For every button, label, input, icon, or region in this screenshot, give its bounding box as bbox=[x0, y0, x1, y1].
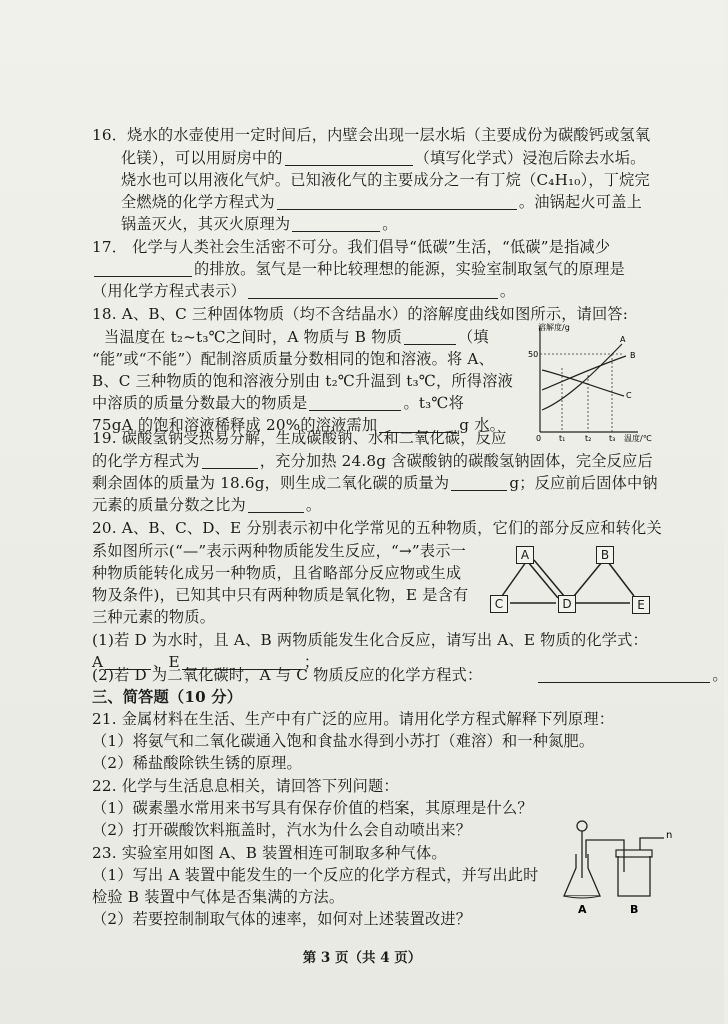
apparatus-figure bbox=[560, 816, 680, 918]
q20-line1: 20. A、B、C、D、E 分别表示初中化学常见的五种物质，它们的部分反应和转化关 bbox=[92, 519, 662, 537]
q16-line2: 化镁），可以用厨房中的 （填写化学式）浸泡后除去水垢。 bbox=[121, 149, 646, 167]
q23-line1: 23. 实验室用如图 A、B 装置相连可制取多种气体。 bbox=[92, 844, 447, 862]
q18-blank-can[interactable] bbox=[404, 328, 456, 345]
q20-line8: (2)若 D 为二氧化碳时，A 与 C 物质反应的化学方程式： 。 bbox=[92, 666, 728, 684]
q16-blank-principle[interactable] bbox=[292, 215, 380, 232]
q21-line1: 21. 金属材料在生活、生产中有广泛的应用。请用化学方程式解释下列原理： bbox=[92, 710, 615, 728]
link-b-e bbox=[608, 562, 634, 596]
q23-line4: （2）若要控制制取气体的速率，如何对上述装置改进？ bbox=[92, 910, 472, 928]
box-a: A bbox=[516, 546, 534, 564]
page-footer: 第 3 页（共 4 页） bbox=[302, 950, 422, 966]
q17-line2: 的排放。氢气是一种比较理想的能源，实验室制取氢气的原理是 bbox=[92, 258, 625, 280]
q19-line1: 19. 碳酸氢钠受热易分解，生成碳酸钠、水和二氧化碳，反应 bbox=[92, 429, 507, 447]
curve-a-label: A bbox=[620, 335, 626, 344]
q20-line6: (1)若 D 为水时，且 A、B 两物质能发生化合反应，请写出 A、E 物质的化学式： bbox=[92, 631, 648, 649]
q23-line3: 检验 B 装置中气体是否集满的方法。 bbox=[92, 888, 345, 906]
q16-line1: 16．烧水的水壶使用一定时间后，内壁会出现一层水垢（主要成份为碳酸钙或氢氧 bbox=[92, 126, 651, 144]
label-n: n bbox=[666, 830, 673, 841]
q16-line3: 烧水也可以用液化气炉。已知液化气的主要成分之一有丁烷（C₄H₁₀），丁烷完 bbox=[121, 171, 650, 189]
q18-line4: B、C 三种物质的饱和溶液分别由 t₂℃升温到 t₃℃，所得溶液 bbox=[92, 372, 513, 390]
q20-line2: 系如图所示(“—”表示两种物质能发生反应，“→”表示一 bbox=[92, 542, 467, 560]
q16-blank-equation[interactable] bbox=[277, 193, 517, 210]
q16-line4: 全燃烧的化学方程式为 。油锅起火可盖上 bbox=[121, 193, 642, 211]
y-axis-label: 溶解度/g bbox=[538, 323, 570, 332]
link-a-c bbox=[502, 562, 526, 596]
q19-blank-ratio[interactable] bbox=[248, 496, 304, 513]
q19-blank-co2-mass[interactable] bbox=[451, 474, 507, 491]
curve-c-label: C bbox=[626, 391, 632, 400]
q20-line5: 三种元素的物质。 bbox=[92, 608, 216, 626]
section3-title: 三、简答题（10 分） bbox=[92, 688, 243, 706]
link-b-d bbox=[574, 562, 602, 596]
q17-blank-equation[interactable] bbox=[248, 282, 498, 299]
q17-blank-gas[interactable] bbox=[94, 260, 192, 277]
gas-bottle bbox=[618, 856, 650, 896]
q18-line3: “能”或“不能”）配制溶质质量分数相同的饱和溶液。将 A、 bbox=[92, 350, 494, 368]
q18-line1: 18. A、B、C 三种固体物质（均不含结晶水）的溶解度曲线如图所示，请回答: bbox=[92, 305, 629, 323]
solubility-curve-figure bbox=[526, 320, 666, 442]
box-b: B bbox=[596, 546, 614, 564]
q21-line3: （2）稀盐酸除铁生锈的原理。 bbox=[92, 754, 302, 772]
q20-line7: A 、E ； bbox=[92, 653, 320, 671]
reaction-diagram bbox=[486, 540, 656, 620]
funnel-bulb bbox=[577, 821, 587, 831]
t1-label: t₁ bbox=[559, 434, 566, 443]
q19-blank-equation[interactable] bbox=[202, 452, 258, 469]
link-a-d-2 bbox=[534, 560, 564, 596]
box-d: D bbox=[558, 595, 576, 613]
q18-blank-substance[interactable] bbox=[309, 394, 401, 411]
box-e: E bbox=[632, 596, 650, 614]
flask-liquid bbox=[564, 896, 600, 898]
q19-line2: 的化学方程式为 ，充分加热 24.8g 含碳酸钠的碳酸氢钠固体，完全反应后 bbox=[92, 452, 653, 470]
q20-blank-equation[interactable] bbox=[538, 666, 710, 683]
q22-line2: （1）碳素墨水常用来书写具有保存价值的档案，其原理是什么？ bbox=[92, 799, 533, 817]
t3-label: t₃ bbox=[609, 434, 616, 443]
link-a-d bbox=[528, 562, 558, 598]
label-b: B bbox=[630, 903, 639, 916]
outlet-tube bbox=[640, 838, 664, 850]
y50-label: 50 bbox=[528, 350, 539, 359]
q22-line1: 22. 化学与生活息息相关，请回答下列问题： bbox=[92, 777, 399, 795]
box-c: C bbox=[490, 595, 508, 613]
q17-line1: 17． 化学与人类社会生活密不可分。我们倡导“低碳”生活，“低碳”是指减少 bbox=[92, 238, 611, 256]
q18-line5: 中溶质的质量分数最大的物质是 。t₃℃将 bbox=[92, 394, 464, 412]
label-a: A bbox=[578, 903, 587, 916]
bottle-stopper bbox=[616, 850, 652, 857]
origin-label: 0 bbox=[536, 434, 542, 443]
curve-b-label: B bbox=[630, 351, 636, 360]
q20-line4: 物及条件)，已知其中只有两种物质是氧化物，E 是含有 bbox=[92, 586, 469, 604]
q19-line4: 元素的质量分数之比为 。 bbox=[92, 496, 322, 514]
q21-line2: （1）将氨气和二氧化碳通入饱和食盐水得到小苏打（难溶）和一种氮肥。 bbox=[92, 732, 595, 750]
q19-line3: 剩余固体的质量为 18.6g，则生成二氧化碳的质量为 g；反应前后固体中钠 bbox=[92, 474, 658, 492]
q16-blank-chemical[interactable] bbox=[285, 149, 413, 166]
q20-line3: 种物质能转化成另一种物质，且省略部分反应物或生成 bbox=[92, 564, 462, 582]
q17-line3: （用化学方程式表示） 。 bbox=[92, 282, 516, 300]
q23-line2: （1）写出 A 装置中能发生的一个反应的化学方程式，并写出此时 bbox=[92, 866, 539, 884]
q16-line5: 锅盖灭火，其灭火原理为 。 bbox=[121, 215, 398, 233]
q18-line6: 75gA 的饱和溶液稀释成 20%的溶液需加 g 水。 bbox=[92, 416, 505, 434]
q22-line3: （2）打开碳酸饮料瓶盖时，汽水为什么会自动喷出来？ bbox=[92, 821, 472, 839]
x-axis-label: 温度/℃ bbox=[624, 434, 652, 443]
t2-label: t₂ bbox=[585, 434, 592, 443]
q18-line2: 当温度在 t₂~t₃℃之间时，A 物质与 B 物质 （填 bbox=[104, 328, 489, 346]
